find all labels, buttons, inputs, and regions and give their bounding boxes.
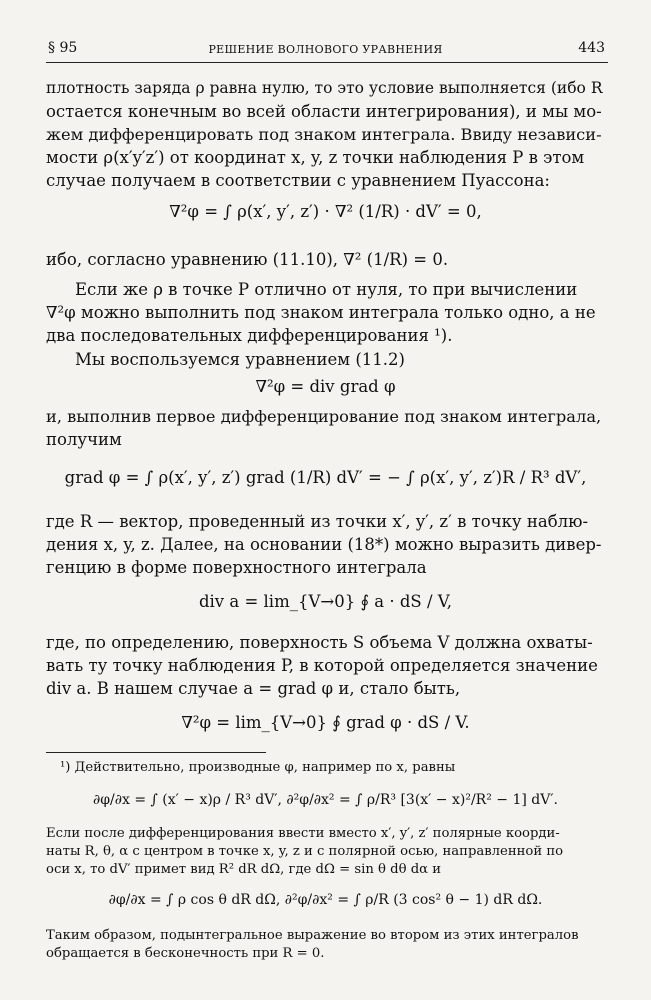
- text-line: div a. В нашем случае a = grad φ и, стало быть,: [46, 679, 461, 698]
- text-line: где R — вектор, проведенный из точки x′, y′, z′ в точку наблю-: [46, 512, 589, 531]
- text-line: вать ту точку наблюдения P, в которой определяется значение: [46, 656, 598, 675]
- equation-laplacian-zero: ∇²φ = ∫ ρ(x′, y′, z′) · ∇² (1/R) · dV′ = 0,: [169, 202, 482, 221]
- text-line: случае получаем в соответствии с уравнением Пуассона:: [46, 171, 550, 190]
- footnote-line: Если после дифференцирования ввести вместо x′, y′, z′ полярные коорди-: [46, 826, 560, 841]
- section-number: § 95: [48, 40, 78, 56]
- text-line: ∇²φ можно выполнить под знаком интеграла только одно, а не: [46, 303, 596, 322]
- footnote-line: оси x, то dV′ примет вид R² dR dΩ, где dΩ = sin θ dθ dα и: [46, 862, 442, 877]
- running-title: РЕШЕНИЕ ВОЛНОВОГО УРАВНЕНИЯ: [208, 43, 443, 56]
- text-line: жем дифференцировать под знаком интеграла. Ввиду независи-: [46, 125, 602, 144]
- text-line: получим: [46, 430, 122, 449]
- text-line: ибо, согласно уравнению (11.10), ∇² (1/R) = 0.: [46, 250, 449, 269]
- text-line: и, выполнив первое дифференцирование под знаком интеграла,: [46, 407, 602, 426]
- text-line: Мы воспользуемся уравнением (11.2): [75, 350, 405, 369]
- equation-laplacian-limit: ∇²φ = lim_{V→0} ∮ grad φ · dS / V.: [181, 713, 470, 732]
- footnote-line: Таким образом, подынтегральное выражение во втором из этих интегралов: [46, 928, 579, 943]
- text-line: генцию в форме поверхностного интеграла: [46, 558, 427, 577]
- footnote-rule: [46, 752, 266, 753]
- equation-divergence-limit: div a = lim_{V→0} ∮ a · dS / V,: [198, 592, 453, 611]
- equation-div-grad: ∇²φ = div grad φ: [255, 377, 396, 396]
- text-line: мости ρ(x′y′z′) от координат x, y, z точки наблюдения P в этом: [46, 148, 585, 167]
- footnote-equation: ∂φ/∂x = ∫ (x′ − x)ρ / R³ dV′, ∂²φ/∂x² = ∫ ρ/R³ [3(x′ − x)²/R² − 1] dV′.: [93, 792, 558, 808]
- text-line: плотность заряда ρ равна нулю, то это условие выполняется (ибо R: [46, 79, 603, 97]
- text-line: дения x, y, z. Далее, на основании (18*) можно выразить дивер-: [46, 535, 602, 554]
- text-line: Если же ρ в точке P отлично от нуля, то при вычислении: [75, 280, 578, 299]
- footnote-equation: ∂φ/∂x = ∫ ρ cos θ dR dΩ, ∂²φ/∂x² = ∫ ρ/R (3 cos² θ − 1) dR dΩ.: [108, 892, 543, 908]
- footnote-line: наты R, θ, α с центром в точке x, y, z и с полярной осью, направленной по: [46, 844, 564, 859]
- page-number: 443: [578, 40, 605, 56]
- text-line: два последовательных дифференцирования ¹).: [46, 326, 453, 345]
- header-rule: [46, 62, 608, 63]
- equation-grad-phi: grad φ = ∫ ρ(x′, y′, z′) grad (1/R) dV′ = − ∫ ρ(x′, y′, z′)R / R³ dV′,: [64, 468, 587, 487]
- text-line: где, по определению, поверхность S объема V должна охваты-: [46, 633, 593, 652]
- footnote-line: ¹) Действительно, производные φ, например по x, равны: [60, 760, 456, 775]
- footnote-line: обращается в бесконечность при R = 0.: [46, 946, 325, 961]
- text-line: остается конечным во всей области интегрирования), и мы мо-: [46, 102, 602, 121]
